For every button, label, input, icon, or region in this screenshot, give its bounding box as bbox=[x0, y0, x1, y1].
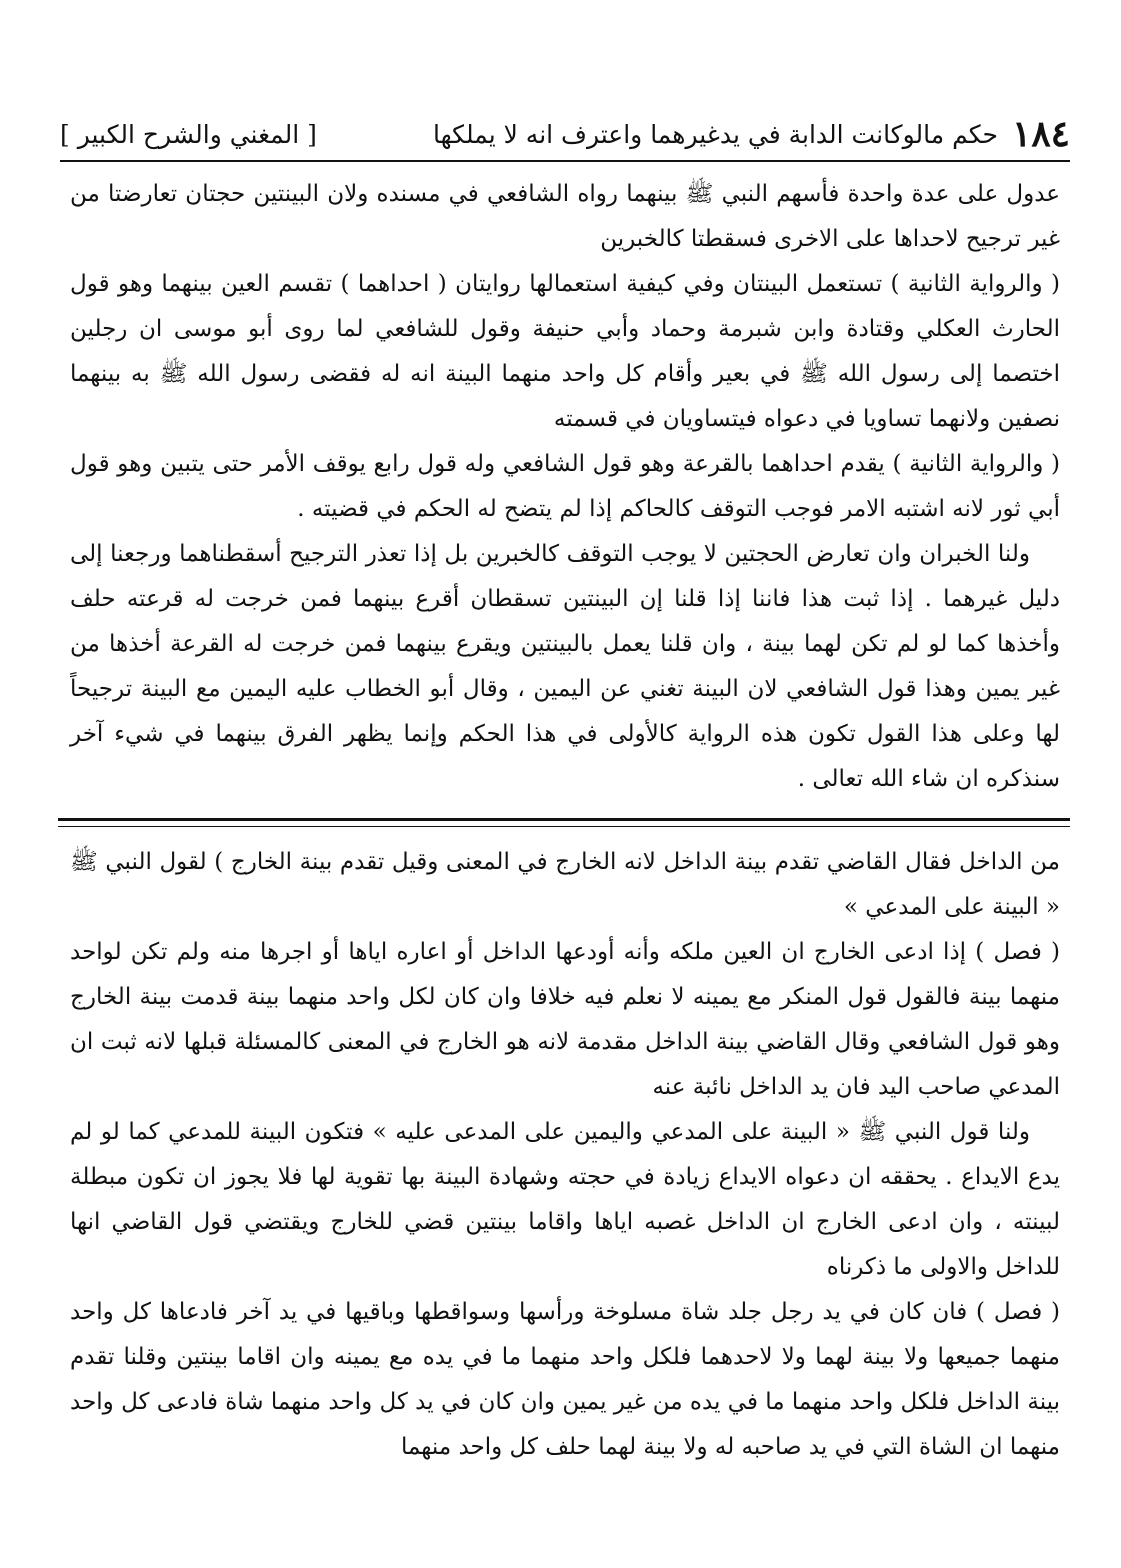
paragraph: ( والرواية الثانية ) يقدم احداهما بالقرعة وهو قول الشافعي وله قول رابع يوقف الأمر حتى يتبين وهو قول أبي ثور لانه اشتبه الامر فوجب التوقف كالحاكم إذا لم يتضح له الحكم في قضيته . bbox=[70, 451, 1060, 522]
paragraph: من الداخل فقال القاضي تقدم بينة الداخل لانه الخارج في المعنى وقيل تقدم بينة الخارج ) لقول النبي ﷺ « البينة على المدعي » bbox=[70, 849, 1060, 920]
paragraph: ولنا قول النبي ﷺ « البينة على المدعي واليمين على المدعى عليه » فتكون البينة للمدعي كما لو لم يدع الايداع . يحققه ان دعواه الايداع زيادة في حجته وشهادة البينة بها تقوية لها فلا يجوز ان تكون مبطلة لبينته ، وان ادعى الخارج ان الداخل غصبه اياها واقاما بينتين قضي للخارج ويقتضي قول القاضي انها للداخل والاولى ما ذكرناه bbox=[70, 1119, 1060, 1280]
paragraph: عدول على عدة واحدة فأسهم النبي ﷺ بينهما رواه الشافعي في مسنده ولان البينتين حجتان تعارضتا من غير ترجيح لاحداها على الاخرى فسقطتا كالخبرين bbox=[70, 181, 1060, 252]
section-divider bbox=[58, 818, 1070, 827]
paragraph: ولنا الخبران وان تعارض الحجتين لا يوجب التوقف كالخبرين بل إذا تعذر الترجيح أسقطناهما ورجعنا إلى دليل غيرهما . إذا ثبت هذا فاننا إذا قلنا إن البينتين تسقطان أقرع بينهما فمن خرجت له قرعته حلف وأخذها كما لو لم تكن لهما بينة ، وان قلنا يعمل بالبينتين ويقرع بينهما فمن خرجت له القرعة أخذها من غير يمين وهذا قول الشافعي لان البينة تغني عن اليمين ، وقال أبو الخطاب عليه اليمين مع البينة ترجيحاً لها وعلى هذا القول تكون هذه الرواية كالأولى في هذا الحكم وإنما يظهر الفرق بينهما في شيء آخر سنذكره ان شاء الله تعالى . bbox=[70, 541, 1060, 792]
header-rule bbox=[60, 160, 1070, 162]
commentary-text bbox=[70, 840, 1060, 1470]
book-title: [ المغني والشرح الكبير ] bbox=[60, 119, 317, 149]
main-text bbox=[70, 172, 1060, 802]
paragraph: ( فصل ) فان كان في يد رجل جلد شاة مسلوخة ورأسها وسواقطها وباقيها في يد آخر فادعاها كل واحد منهما جميعها ولا بينة لهما ولا لاحدهما فلكل واحد منهما ما في يده مع يمينه وان اقاما بينتين وقلنا تقدم بينة الداخل فلكل واحد منهما ما في يده من غير يمين وان كان في يد كل واحد منهما شاة فادعى كل واحد منهما ان الشاة التي في يد صاحبه له ولا بينة لهما حلف كل واحد منهما bbox=[70, 1299, 1060, 1460]
running-title: حكم مالوكانت الدابة في يدغيرهما واعترف انه لا يملكها bbox=[433, 119, 998, 149]
paragraph: ( فصل ) إذا ادعى الخارج ان العين ملكه وأنه أودعها الداخل أو اعاره اياها أو اجرها منه ولم تكن لواحد منهما بينة فالقول قول المنكر مع يمينه لا نعلم فيه خلافا وان كان لكل واحد منهما بينة قدمت بينة الخارج وهو قول الشافعي وقال القاضي بينة الداخل مقدمة لانه هو الخارج في المعنى كالمسئلة قبلها لانه ثبت ان المدعي صاحب اليد فان يد الداخل نائبة عنه bbox=[70, 939, 1060, 1100]
page-header bbox=[60, 105, 1070, 163]
paragraph: ( والرواية الثانية ) تستعمل البينتان وفي كيفية استعمالها روايتان ( احداهما ) تقسم العين بينهما وهو قول الحارث العكلي وقتادة وابن شبرمة وحماد وأبي حنيفة وقول للشافعي لما روى أبو موسى ان رجلين اختصما إلى رسول الله ﷺ في بعير وأقام كل واحد منهما البينة انه له فقضى رسول الله ﷺ به بينهما نصفين ولانهما تساويا في دعواه فيتساويان في قسمته bbox=[70, 271, 1060, 432]
page-number: ١٨٤ bbox=[1011, 113, 1070, 155]
